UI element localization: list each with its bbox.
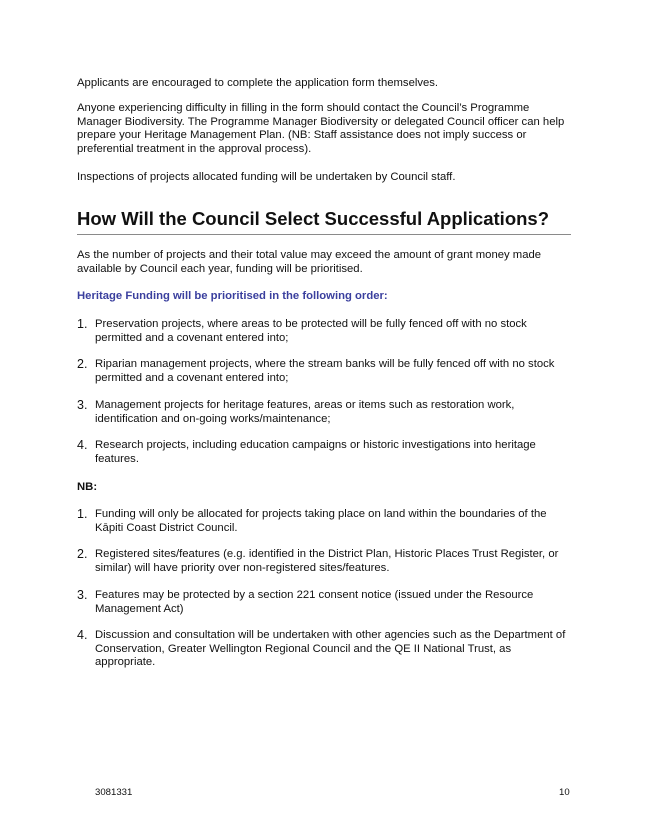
list-item-text: Preservation projects, where areas to be protected will be fully fenced off with no stock permitted and a covenant entered into; [95, 318, 527, 344]
list-number: 1. [77, 317, 88, 331]
intro-paragraph: Applicants are encouraged to complete the application form themselves. [77, 77, 439, 89]
priority-subheading: Heritage Funding will be prioritised in the following order: [77, 290, 388, 302]
section-heading: How Will the Council Select Successful Applications? [77, 207, 571, 235]
list-item-text: Management projects for heritage features, areas or items such as restoration work, identification and on-going works/maintenance; [95, 399, 515, 425]
intro-paragraph: Inspections of projects allocated funding will be undertaken by Council staff. [77, 171, 456, 183]
page-number: 10 [559, 787, 570, 798]
list-number: 4. [77, 628, 88, 642]
document-number: 3081331 [95, 787, 133, 798]
list-number: 3. [77, 588, 88, 602]
section-lead-paragraph: As the number of projects and their total value may exceed the amount of grant money made available by Council each year, funding will be prioritised. [77, 249, 542, 275]
list-item-text: Research projects, including education campaigns or historic investigations into heritage features. [95, 439, 536, 465]
list-number: 3. [77, 398, 88, 412]
nb-label: NB: [77, 481, 98, 493]
list-number: 2. [77, 547, 88, 561]
list-item-text: Registered sites/features (e.g. identified in the District Plan, Historic Places Trust Register, or similar) will have priority over non-registered sites/features. [95, 548, 559, 574]
list-number: 4. [77, 438, 88, 452]
list-number: 1. [77, 507, 88, 521]
list-number: 2. [77, 357, 88, 371]
list-item-text: Discussion and consultation will be undertaken with other agencies such as the Department of Conservation, Greater Wellington Regional Council and the QE II National Trust, as appropriate. [95, 629, 566, 669]
list-item-text: Riparian management projects, where the stream banks will be fully fenced off with no stock permitted and a covenant entered into; [95, 358, 555, 384]
list-item-text: Features may be protected by a section 221 consent notice (issued under the Resource Management Act) [95, 589, 534, 615]
intro-paragraph: Anyone experiencing difficulty in filling in the form should contact the Council’s Programme Manager Biodiversity. The Programme Manager Biodiversity or delegated Council officer can help prepare your Heritage Management Plan. (NB: Staff assistance does not imply success or preferential treatment in the approval process). [77, 102, 565, 155]
list-item-text: Funding will only be allocated for projects taking place on land within the boundaries of the Kāpiti Coast District Council. [95, 508, 547, 534]
